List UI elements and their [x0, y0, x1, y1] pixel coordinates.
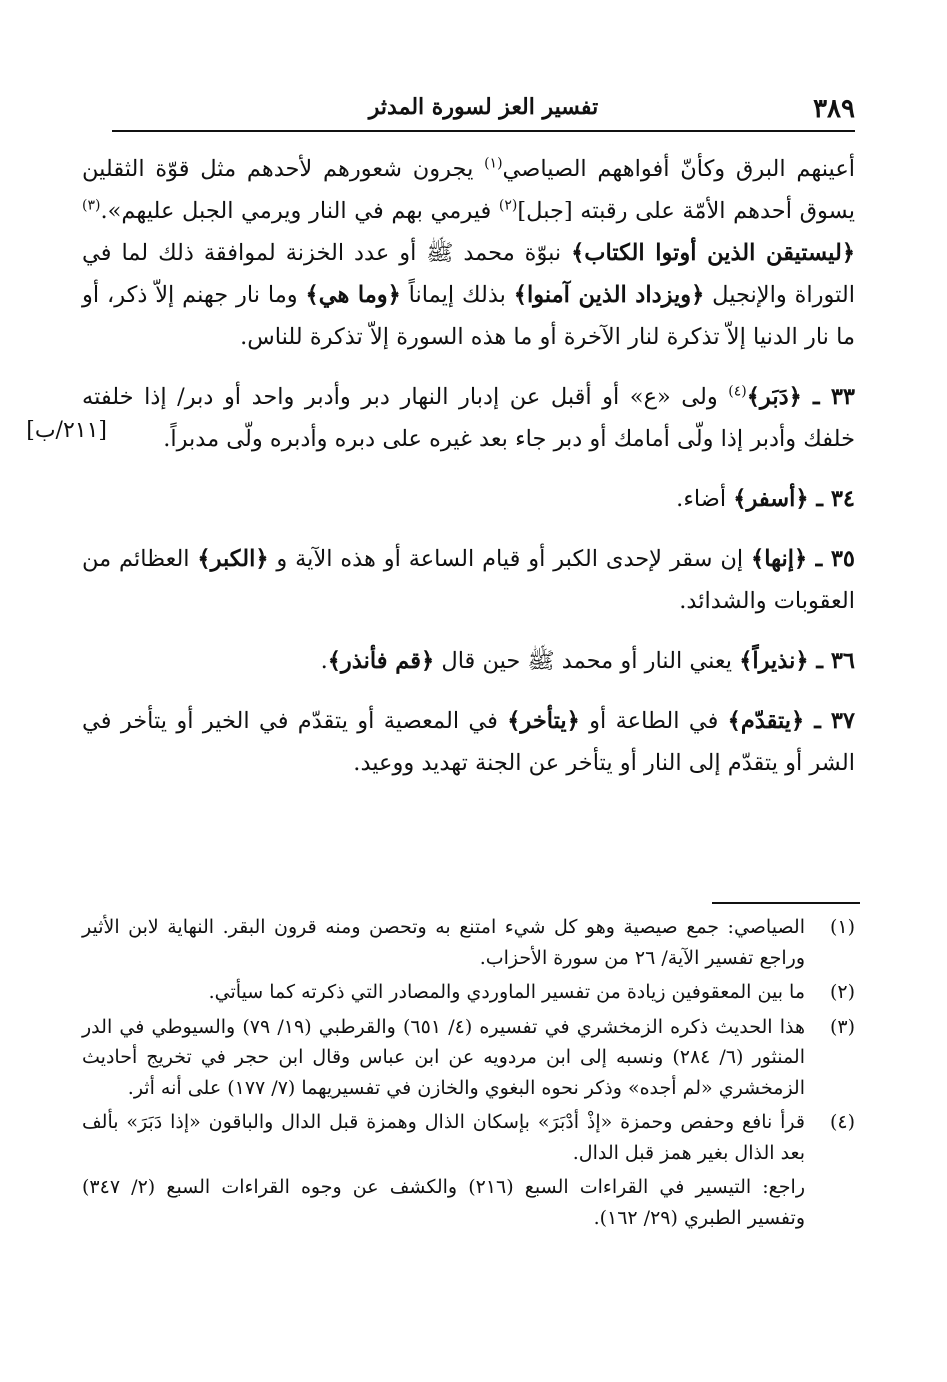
footnote-reference: (٤)	[728, 383, 747, 400]
running-title: تفسير العز لسورة المدثر	[368, 94, 599, 120]
verse-number: ٣٦ ـ	[808, 648, 855, 674]
header-divider	[112, 130, 855, 132]
body-paragraph	[82, 376, 855, 460]
manuscript-folio-marker: [٢١١/ب]	[26, 418, 107, 443]
body-text-run: بذلك إيماناً	[400, 282, 514, 308]
quran-quote: ﴿أسفر﴾	[733, 486, 809, 512]
reference-note: راجع: التيسير في القراءات السبع (٢١٦) والكشف عن وجوه القراءات السبع (٢/ ٣٤٧) وتفسير الطبري (٢٩/ ١٦٢).	[82, 1176, 805, 1229]
quran-quote: ﴿دَبَر﴾	[746, 384, 802, 410]
page-header	[112, 86, 855, 130]
quran-quote: ﴿ويزداد الذين آمنوا﴾	[513, 282, 705, 308]
body-text-run: وما نار جهنم إلاّ ذكر، أو ما نار الدنيا إلاّ تذكرة لنار الآخرة أو ما هذه السورة إلاّ تذكرة للناس.	[82, 282, 855, 350]
footnote-reference: (١)	[484, 155, 503, 172]
body-text-run: في المعصية أو يتقدّم في الخير أو يتأخر في الشر أو يتقدّم إلى النار أو يتأخر عن الجنة تهديد ووعيد.	[82, 708, 855, 776]
verse-number: ٣٤ ـ	[808, 486, 855, 512]
footnotes	[82, 912, 855, 1233]
body-paragraph	[82, 478, 855, 520]
body-text-run: إن سقر لإحدى الكبر أو قيام الساعة أو هذه الآية و	[268, 546, 752, 572]
footnote-text: قرأ نافع وحفص وحمزة «إذْ أدْبَرَ» بإسكان الذال وهمزة قبل الدال والباقون «إذا دَبَرَ» بألف بعد الذال بغير همز قبل الدال.	[82, 1111, 805, 1164]
body-text-run: أضاء.	[676, 486, 734, 512]
quran-quote: ﴿ليستيقن الذين أوتوا الكتاب﴾	[571, 240, 855, 266]
quran-quote: ﴿وما هي﴾	[305, 282, 401, 308]
verse-number: ٣٥ ـ	[807, 546, 855, 572]
body-text-run: نبوّة محمد ﷺ أو عدد الخزنة لموافقة ذلك لما في التوراة والإنجيل	[82, 240, 856, 308]
footnote-item	[82, 1012, 855, 1104]
body-text-run: يجرون شعورهم لأحدهم مثل قوّة الثقلين يسوق أحدهم الأمّة على رقبته [جبل]	[82, 156, 855, 224]
footnote-reference: (٢)	[498, 197, 518, 214]
quran-quote: ﴿إنها﴾	[751, 546, 808, 572]
body-text-run: في الطاعة أو	[579, 708, 728, 734]
verse-number: ٣٣ ـ	[801, 384, 855, 410]
body-paragraph	[82, 538, 855, 622]
footnote-divider	[712, 902, 860, 904]
quran-quote: ﴿قم فأنذر﴾	[327, 648, 435, 674]
page-number: ٣٨٩	[813, 94, 855, 124]
body-text-run: العظائم من العقوبات والشدائد.	[82, 546, 855, 614]
quran-quote: ﴿نذيراً﴾	[739, 648, 809, 674]
footnote-number: (١)	[829, 916, 855, 938]
footnote-text: ما بين المعقوفين زيادة من تفسير الماوردي والمصادر التي ذكرته كما سيأتي.	[208, 981, 805, 1003]
footnote-item	[82, 1107, 855, 1168]
verse-number: ٣٧ ـ	[804, 708, 855, 734]
body-text-run: فيرمي بهم في النار ويرمي الجبل عليهم».	[100, 198, 499, 224]
quran-quote: ﴿يتقدّم﴾	[727, 708, 805, 734]
quran-quote: ﴿الكبر﴾	[197, 546, 269, 572]
body-paragraph	[82, 700, 855, 784]
footnote-number: (٣)	[829, 1015, 855, 1038]
body-paragraph	[82, 640, 855, 682]
body-text-run: .	[320, 648, 328, 674]
body-text-run: ولى «ع» أو أقبل عن إدبار النهار دبر وأدبر واحد أو دبر/ إذا خلفته خلفك وأدبر إذا ولّى أمامك أو دبر جاء بعد غيره على دبره وأدبره ولّى مدبراً.	[82, 384, 855, 452]
body-paragraph	[82, 148, 855, 358]
footnote-item	[82, 977, 855, 1008]
footnote-item	[82, 912, 855, 973]
footnote-text: الصياصي: جمع صيصية وهو كل شيء امتنع به وتحصن ومنه قرون البقر. النهاية لابن الأثير وراجع تفسير الآية/ ٢٦ من سورة الأحزاب.	[82, 916, 805, 969]
body-text-run: يعني النار أو محمد ﷺ حين قال	[434, 648, 740, 674]
footnote-number: (٢)	[829, 981, 855, 1003]
footnote-number: (٤)	[829, 1111, 855, 1133]
quran-quote: ﴿يتأخر﴾	[507, 708, 580, 734]
main-text	[82, 148, 855, 802]
body-text-run: أعينهم البرق وكأنّ أفواههم الصياصي	[502, 156, 855, 182]
footnote-text: هذا الحديث ذكره الزمخشري في تفسيره (٤/ ٦٥١) والقرطبي (١٩/ ٧٩) والسيوطي في الدر المنثور (٦/ ٢٨٤) ونسبه إلى ابن مردويه عن ابن عباس وقال ابن حجر في تخريج أحاديث الزمخشري «لم أجده» وذكر نحوه البغوي والخازن في تفسيريهما (٧/ ١٧٧) على أنه أثر.	[82, 1015, 805, 1099]
footnote-reference: (٣)	[82, 197, 101, 214]
